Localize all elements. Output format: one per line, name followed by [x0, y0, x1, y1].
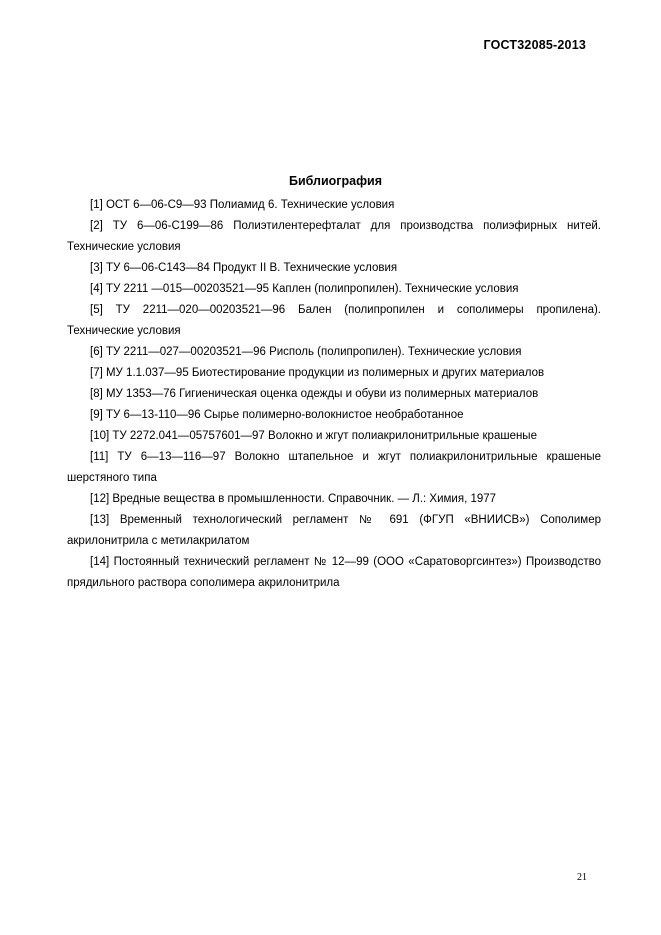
bibliography-entry: [9] ТУ 6—13-110—96 Сырье полимерно-волокнистое необработанное [90, 409, 464, 421]
page-number: 21 [577, 872, 587, 883]
bibliography-entry: [4] ТУ 2211 —015—00203521—95 Каплен (полипропилен). Технические условия [90, 283, 519, 295]
bibliography-entry: [6] ТУ 2211—027—00203521—96 Рисполь (полипропилен). Технические условия [90, 346, 522, 358]
bibliography-list [67, 195, 601, 594]
bibliography-entry: [14] Постоянный технический регламент № 12—99 (ООО «Саратоворгсинтез») Производство прядильного раствора сополимера акрилонитрила [67, 556, 601, 589]
bibliography-entry: [11] ТУ 6—13—116—97 Волокно штапельное и жгут полиакрилонитрильные крашеные шерстяного типа [67, 451, 601, 484]
section-title: Библиография [288, 174, 383, 188]
bibliography-entry: [3] ТУ 6—06-С143—84 Продукт II В. Технические условия [90, 262, 398, 274]
bibliography-entry: [2] ТУ 6—06-С199—86 Полиэтилентерефталат для производства полиэфирных нитей. Технические условия [67, 220, 601, 253]
bibliography-entry: [8] МУ 1353—76 Гигиеническая оценка одежды и обуви из полимерных материалов [90, 388, 539, 400]
bibliography-entry: [12] Вредные вещества в промышленности. Справочник. — Л.: Химия, 1977 [90, 493, 497, 505]
document-code: ГОСТ32085-2013 [483, 38, 586, 52]
bibliography-entry: [7] МУ 1.1.037—95 Биотестирование продукции из полимерных и других материалов [90, 367, 545, 379]
bibliography-entry: [5] ТУ 2211—020—00203521—96 Бален (полипропилен и сополимеры пропилена). Технические условия [67, 304, 601, 337]
bibliography-entry: [1] ОСТ 6—06-С9—93 Полиамид 6. Технические условия [90, 199, 395, 211]
bibliography-entry: [13] Временный технологический регламент № 691 (ФГУП «ВНИИСВ») Сополимер акрилонитрила с метилакрилатом [67, 514, 601, 547]
bibliography-entry: [10] ТУ 2272.041—05757601—97 Волокно и жгут полиакрилонитрильные крашеные [90, 430, 537, 442]
